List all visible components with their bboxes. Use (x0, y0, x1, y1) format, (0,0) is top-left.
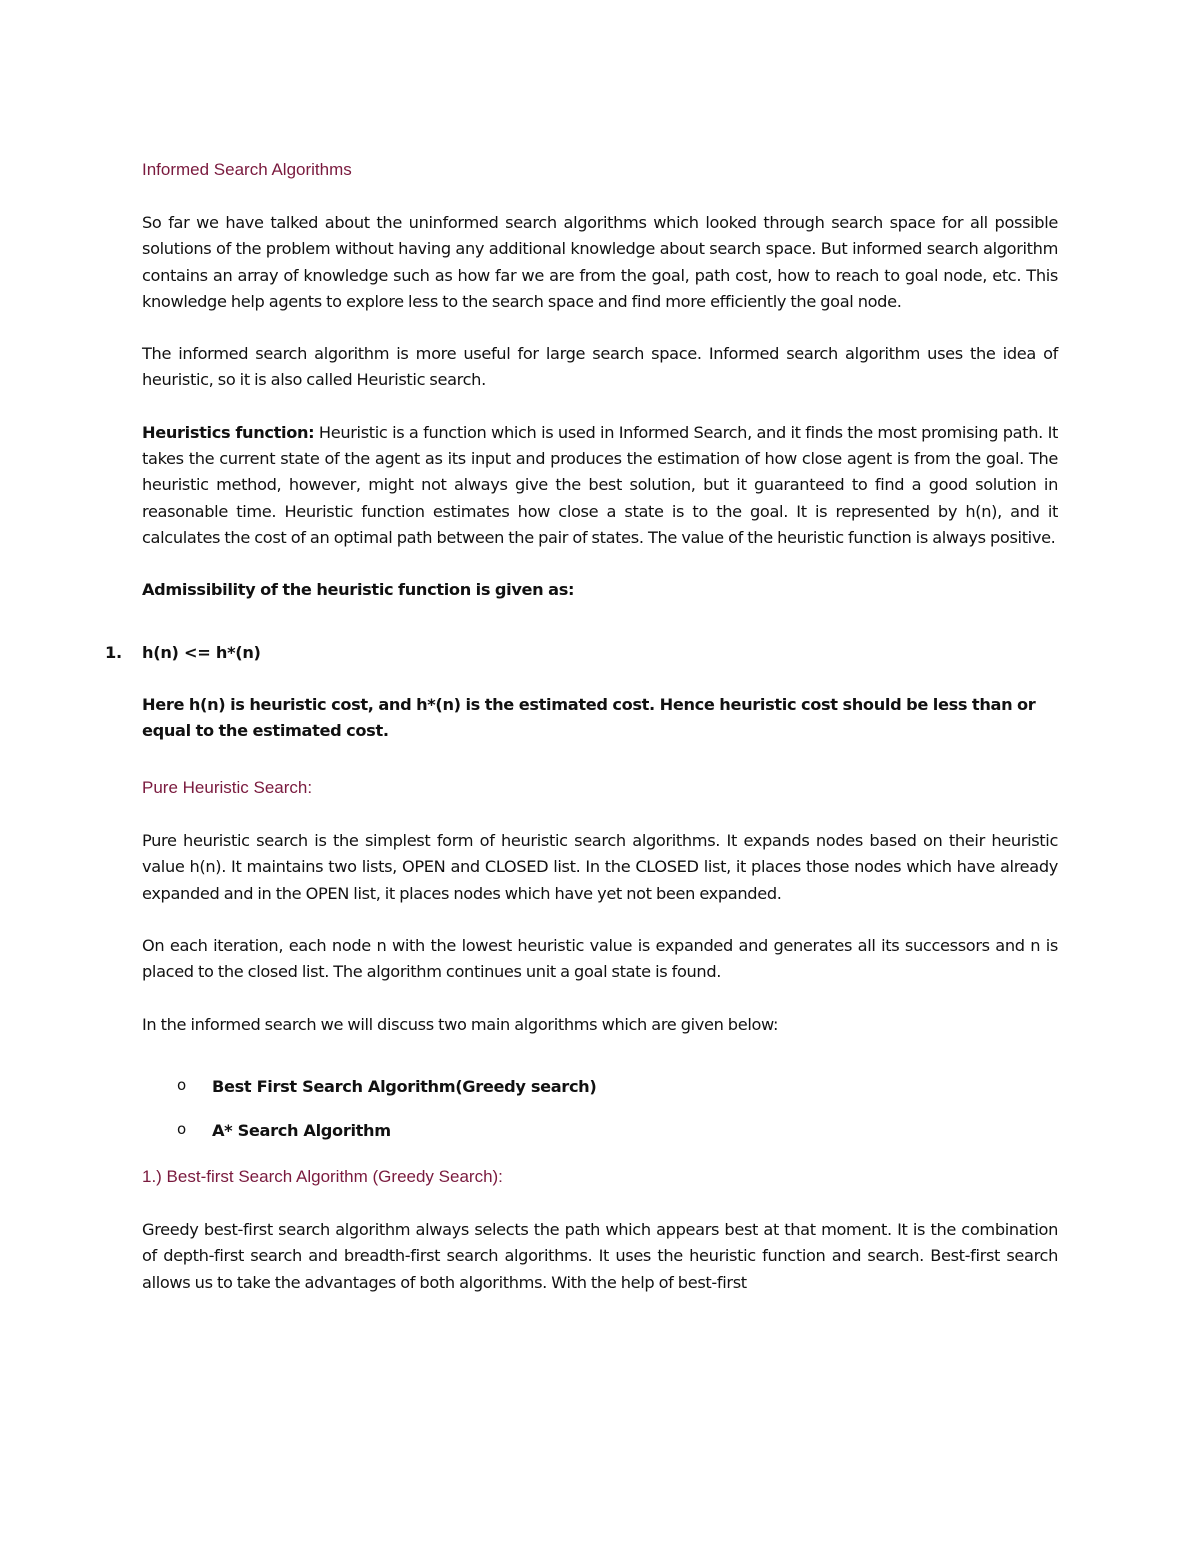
admissibility-formula: h(n) <= h*(n) (142, 642, 261, 662)
heuristic-function-label: Heuristics function: (142, 422, 315, 442)
list-item-label: A* Search Algorithm (212, 1120, 391, 1140)
section-heading-pure-heuristic: Pure Heuristic Search: (142, 778, 313, 798)
iteration-paragraph: On each iteration, each node n with the lowest heuristic value is expanded and generates all its successors and n is placed to the closed list. The algorithm continues unit a goal state is found. (142, 936, 1058, 982)
formula-list-item (105, 640, 1058, 666)
heuristic-function-text: Heuristic is a function which is used in Informed Search, and it finds the most promising path. It takes the current state of the agent as its input and produces the estimation of how close agent is from the goal. The heuristic method, however, might not always give the best solution, but it guaranteed to find a good solution in reasonable time. Heuristic function estimates how close a state is to the goal. It is represented by h(n), and it calculates the cost of an optimal path between the pair of states. The value of the heuristic function is always positive. (142, 422, 1058, 547)
greedy-search-paragraph: Greedy best-first search algorithm always selects the path which appears best at that moment. It is the combination of depth-first search and breadth-first search algorithms. It uses the heuristic function and search. Best-first search allows us to take the advantages of both algorithms. With the help of best-first (142, 1219, 1058, 1292)
heuristic-function-paragraph (142, 420, 1058, 551)
section-heading-informed-search: Informed Search Algorithms (142, 160, 352, 179)
list-item-label: Best First Search Algorithm(Greedy search) (212, 1076, 597, 1096)
formula-note: Here h(n) is heuristic cost, and h*(n) is the estimated cost. Hence heuristic cost should be less than or equal to the estimated cost. (142, 694, 1036, 740)
section-heading-best-first: 1.) Best-first Search Algorithm (Greedy Search): (142, 1166, 503, 1186)
pure-heuristic-paragraph: Pure heuristic search is the simplest form of heuristic search algorithms. It expands nodes based on their heuristic value h(n). It maintains two lists, OPEN and CLOSED list. In the CLOSED list, it places those nodes which have already expanded and in the OPEN list, it places nodes which have yet not been expanded. (142, 831, 1058, 903)
usefulness-paragraph: The informed search algorithm is more useful for large search space. Informed search algorithm uses the idea of heuristic, so it is also called Heuristic search. (142, 344, 1058, 390)
document-body (105, 157, 1058, 1296)
list-number: 1. (105, 642, 122, 662)
bullet-marker: o (177, 1075, 186, 1094)
admissibility-line: Admissibility of the heuristic function is given as: (142, 580, 575, 600)
list-item-best-first (142, 1074, 1058, 1100)
intro-paragraph: So far we have talked about the uninformed search algorithms which looked through search space for all possible solutions of the problem without having any additional knowledge about search space. But informed search algorithm contains an array of knowledge such as how far we are from the goal, path cost, how to reach to goal node, etc. This knowledge help agents to explore less to the search space and find more efficiently the goal node. (142, 213, 1058, 311)
algorithms-intro-paragraph: In the informed search we will discuss two main algorithms which are given below: (142, 1014, 779, 1034)
list-item-a-star (142, 1118, 1058, 1144)
bullet-marker: o (177, 1119, 186, 1138)
